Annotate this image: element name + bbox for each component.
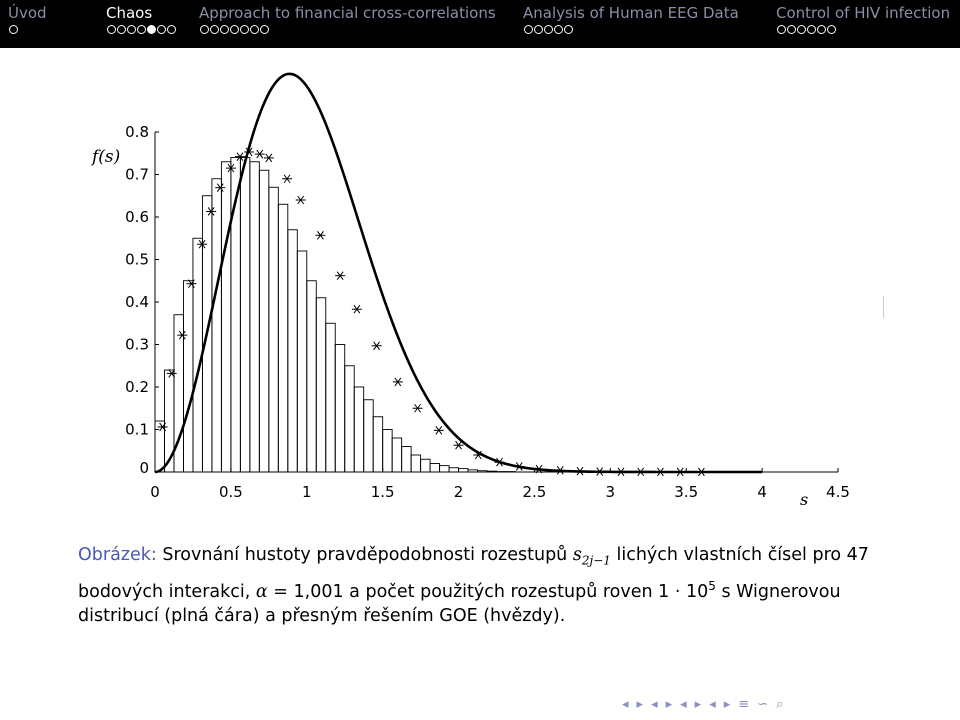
histogram-bar xyxy=(449,468,458,472)
goe-star xyxy=(264,154,274,162)
histogram-bar xyxy=(421,459,430,472)
beamer-control-icon[interactable]: ▸ xyxy=(694,697,702,712)
goe-star xyxy=(434,426,444,434)
goe-star xyxy=(206,207,216,215)
beamer-control-icon[interactable]: ∽ xyxy=(757,697,769,712)
y-tick-label: 0.7 xyxy=(125,165,149,184)
goe-star xyxy=(372,342,382,350)
beamer-control-icon[interactable]: ◂ xyxy=(680,697,687,712)
y-axis-label: f(s) xyxy=(92,147,121,167)
x-tick-label: 4.5 xyxy=(826,483,850,501)
goe-star xyxy=(514,462,524,470)
goe-star xyxy=(167,369,177,377)
beamer-control-icon[interactable]: ▸ xyxy=(665,697,673,712)
goe-star xyxy=(335,272,345,280)
x-tick-label: 3.5 xyxy=(674,483,699,501)
goe-star xyxy=(158,423,168,431)
x-tick-label: 2 xyxy=(453,483,464,501)
histogram-bar xyxy=(335,345,344,473)
goe-star xyxy=(177,331,187,339)
histogram-bar xyxy=(373,417,382,472)
nav-section-0[interactable]: Úvod xyxy=(8,4,47,22)
histogram-bar xyxy=(307,281,316,472)
histogram-bar xyxy=(383,430,392,473)
goe-star xyxy=(215,184,225,192)
goe-star xyxy=(616,468,626,476)
histogram-bar xyxy=(440,466,449,472)
goe-stars xyxy=(158,148,707,476)
histogram-bar xyxy=(364,400,373,472)
caption-label: Obrázek: xyxy=(78,545,157,565)
goe-star xyxy=(675,468,685,476)
caption-text-b: lichých vlastních čísel pro 47 bodových interakci, xyxy=(78,545,869,602)
caption-subscript: 2j−1 xyxy=(581,553,611,568)
histogram-bar xyxy=(240,158,249,473)
histogram-bar xyxy=(459,469,468,472)
caption-text-a: Srovnání hustoty pravděpodobnosti rozestupů xyxy=(162,545,568,565)
x-tick-label: 1 xyxy=(302,483,312,501)
goe-star xyxy=(696,468,706,476)
beamer-control-icon[interactable]: ≡ xyxy=(738,697,750,712)
x-tick-label: 3 xyxy=(605,483,616,501)
beamer-control-icon[interactable]: ◂ xyxy=(622,697,629,712)
histogram-bar xyxy=(212,179,221,472)
beamer-nav-controls xyxy=(622,697,783,712)
histogram-bar xyxy=(183,281,192,472)
histogram-bars xyxy=(155,158,515,473)
goe-star xyxy=(315,231,325,239)
goe-star xyxy=(655,468,665,476)
goe-star xyxy=(282,175,292,183)
x-tick-label: 0.5 xyxy=(218,483,243,501)
ticks xyxy=(125,123,850,501)
histogram-bar xyxy=(297,251,306,472)
caption-text-c: 1,001 a počet použitých rozestupů roven 1 · 10 xyxy=(293,581,709,602)
nav-section-2[interactable]: Approach to financial cross-correlations xyxy=(199,4,496,22)
histogram-bar xyxy=(430,464,439,473)
y-tick-label: 0.2 xyxy=(125,378,149,396)
caption-superscript: 5 xyxy=(708,578,716,593)
histogram-bar xyxy=(402,447,411,473)
y-tick-label: 0 xyxy=(139,459,149,477)
histogram-bar xyxy=(221,162,230,472)
beamer-control-icon[interactable]: ⌕ xyxy=(776,697,784,712)
caption-symbol-s: s xyxy=(572,545,582,565)
goe-star xyxy=(352,305,362,313)
histogram-bar xyxy=(155,421,164,472)
histogram-bar xyxy=(278,204,287,472)
histogram-bar xyxy=(288,230,297,472)
histogram-bar xyxy=(354,387,363,472)
x-tick-label: 1.5 xyxy=(370,483,395,501)
histogram-bar xyxy=(411,455,420,472)
figure-caption xyxy=(78,543,878,629)
histogram-bar xyxy=(259,170,268,472)
y-tick-label: 0.4 xyxy=(125,293,149,311)
x-tick-label: 4 xyxy=(757,483,767,501)
nav-section-1[interactable]: Chaos xyxy=(106,4,153,22)
goe-star xyxy=(595,468,605,476)
beamer-control-icon[interactable]: ▸ xyxy=(723,697,731,712)
nav-section-3[interactable]: Analysis of Human EEG Data xyxy=(523,4,739,22)
histogram-bar xyxy=(269,187,278,472)
wigner-curve xyxy=(155,74,762,472)
x-axis-label: s xyxy=(800,490,809,509)
goe-star xyxy=(255,150,265,158)
y-tick-label: 0.1 xyxy=(125,420,149,439)
histogram-bar xyxy=(345,366,354,472)
x-tick-label: 0 xyxy=(150,483,160,501)
beamer-control-icon[interactable]: ◂ xyxy=(709,697,716,712)
goe-star xyxy=(296,196,306,204)
histogram-bar xyxy=(250,162,259,472)
histogram-bar xyxy=(316,298,325,472)
caption-alpha: α = xyxy=(255,581,288,602)
goe-star xyxy=(393,378,403,386)
y-tick-label: 0.3 xyxy=(125,335,149,354)
beamer-control-icon[interactable]: ▸ xyxy=(636,697,644,712)
y-tick-label: 0.5 xyxy=(125,250,149,269)
histogram-bar xyxy=(326,323,335,472)
goe-star xyxy=(636,468,646,476)
goe-star xyxy=(555,466,565,474)
y-tick-label: 0.6 xyxy=(125,208,149,226)
caption-text-d: s Wignerovou distribucí (plná čára) a přesným řešením GOE (hvězdy). xyxy=(78,581,841,627)
goe-star xyxy=(413,404,423,412)
histogram-bar xyxy=(392,438,401,472)
beamer-control-icon[interactable]: ◂ xyxy=(651,697,658,712)
y-tick-label: 0.8 xyxy=(125,123,149,141)
x-tick-label: 2.5 xyxy=(522,483,547,501)
goe-star xyxy=(575,467,585,475)
nav-section-4[interactable]: Control of HIV infection xyxy=(776,4,951,22)
axes xyxy=(155,132,838,472)
